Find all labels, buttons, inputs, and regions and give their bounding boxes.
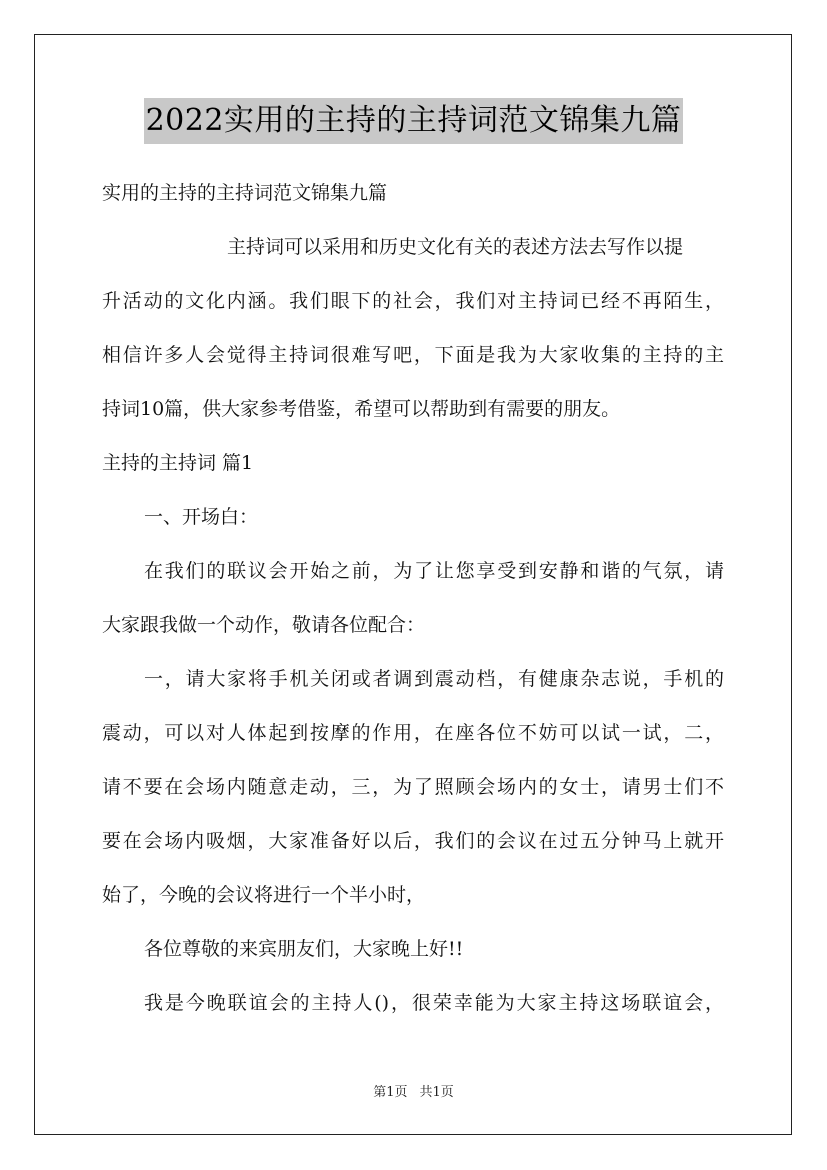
paragraph-line: 始了，今晚的会议将进行一个半小时， [102, 884, 426, 906]
paragraph-line: 请不要在会场内随意走动，三，为了照顾会场内的女士，请男士们不 [102, 776, 724, 798]
paragraph-line: 主持词可以采用和历史文化有关的表述方法去写作以提 [227, 236, 684, 258]
paragraph-line: 震动，可以对人体起到按摩的作用，在座各位不妨可以试一试，二， [102, 722, 724, 744]
page-number-total: 共1页 [419, 1085, 454, 1100]
paragraph-line: 各位尊敬的来宾朋友们，大家晚上好!! [144, 938, 464, 960]
paragraph-line: 要在会场内吸烟，大家准备好以后，我们的会议在过五分钟马上就开 [102, 830, 724, 852]
paragraph-line: 我是今晚联谊会的主持人()，很荣幸能为大家主持这场联谊会， [144, 992, 724, 1014]
paragraph-line: 在我们的联议会开始之前，为了让您享受到安静和谐的气氛，请 [144, 560, 724, 582]
paragraph-line: 相信许多人会觉得主持词很难写吧，下面是我为大家收集的主持的主 [102, 344, 724, 366]
paragraph-line: 升活动的文化内涵。我们眼下的社会，我们对主持词已经不再陌生， [102, 290, 724, 312]
title-container [0, 98, 827, 144]
paragraph-line: 大家跟我做一个动作，敬请各位配合： [102, 614, 426, 636]
page-number-current: 第1页 [373, 1085, 408, 1100]
paragraph-line: 一，请大家将手机关闭或者调到震动档，有健康杂志说，手机的 [144, 668, 724, 690]
document-title: 2022实用的主持的主持词范文锦集九篇 [144, 98, 684, 144]
paragraph-line: 持词10篇，供大家参考借鉴，希望可以帮助到有需要的朋友。 [102, 398, 621, 420]
paragraph-line: 一、开场白： [144, 506, 259, 528]
subtitle-line: 实用的主持的主持词范文锦集九篇 [102, 182, 388, 204]
page-footer [0, 1084, 827, 1102]
section-heading: 主持的主持词 篇1 [102, 452, 254, 474]
